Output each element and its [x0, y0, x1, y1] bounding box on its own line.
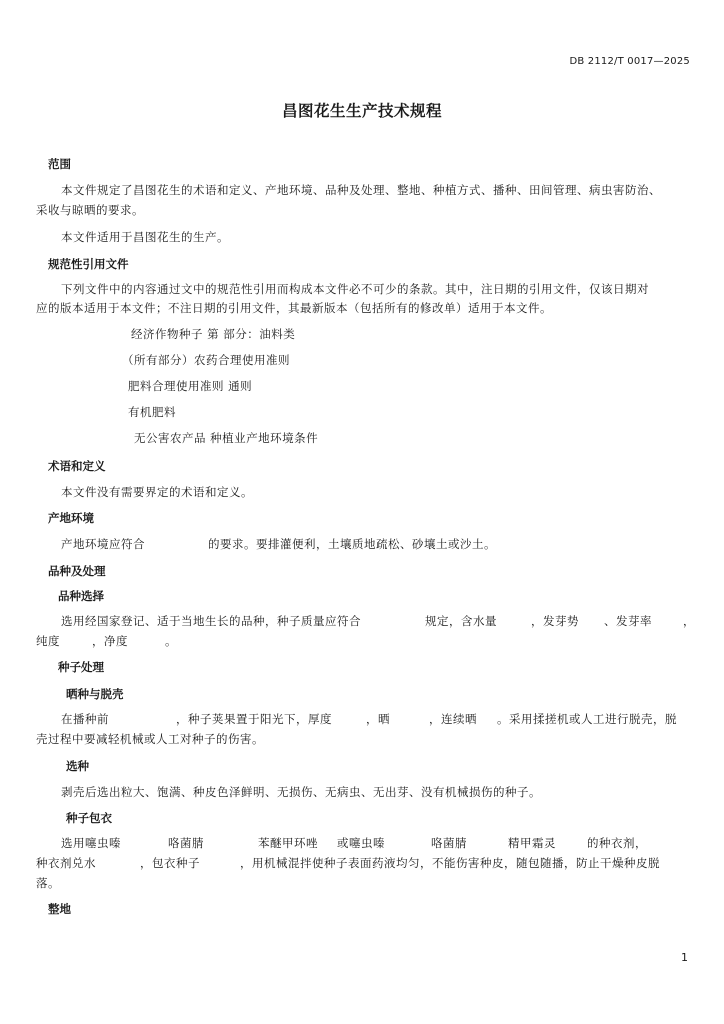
coating-text-d: 或噻虫嗪 — [337, 836, 385, 850]
subheading-seed-coating: 种子包衣 — [66, 811, 112, 825]
scope-paragraph-line-1: 本文件规定了昌图花生的术语和定义、产地环境、品种及处理、整地、种植方式、播种、田间管理、病虫害防治、 — [61, 183, 661, 197]
subheading-seed-selection: 选种 — [66, 759, 89, 773]
scope-paragraph-line-2: 采收与晾晒的要求。 — [36, 203, 144, 217]
page-number: 1 — [681, 951, 688, 964]
section-heading-normative: 规范性引用文件 — [48, 257, 129, 271]
coating-text-e: 咯菌腈 — [431, 836, 467, 850]
coating-text-seeds: ，包衣种子 — [140, 856, 200, 870]
subheading-seed-treatment: 种子处理 — [58, 660, 104, 674]
coating-text-line-3: 落。 — [36, 876, 60, 890]
selection-text-e: ， — [683, 614, 695, 628]
drying-text-d: ，连续晒 — [429, 712, 477, 726]
drying-text-b: ，种子荚果置于阳光下，厚度 — [176, 712, 332, 726]
section-heading-scope: 范围 — [48, 157, 71, 171]
environment-text-a: 产地环境应符合 — [61, 537, 145, 551]
coating-text-water: 种衣剂兑水 — [36, 856, 96, 870]
normative-paragraph-line-2: 应的版本适用于本文件；不注日期的引用文件，其最新版本（包括所有的修改单）适用于本文件。 — [36, 301, 552, 315]
reference-item: （所有部分）农药合理使用准则 — [122, 353, 290, 367]
coating-text-mixing: ，用机械混拌使种子表面药液均匀，不能伤害种皮，随包随播，防止干燥种皮脱 — [240, 856, 660, 870]
section-heading-land-preparation: 整地 — [48, 902, 71, 916]
document-title: 昌图花生生产技术规程 — [281, 102, 442, 120]
selection-text-end: 。 — [165, 634, 177, 648]
drying-text-line-2: 壳过程中要减轻机械或人工对种子的伤害。 — [36, 732, 264, 746]
selection-text-c: ，发芽势 — [531, 614, 579, 628]
reference-item: 肥料合理使用准则 通则 — [128, 379, 253, 393]
coating-text-c: 苯醚甲环唑 — [258, 836, 318, 850]
reference-item: 无公害农产品 种植业产地环境条件 — [134, 431, 319, 445]
selection-text-cleanness: ，净度 — [92, 634, 128, 648]
coating-text-f: 精甲霜灵 — [508, 836, 556, 850]
environment-text-b: 的要求。要排灌便利，土壤质地疏松、砂壤土或沙土。 — [208, 537, 496, 551]
reference-item: 经济作物种子 第 部分：油料类 — [131, 327, 296, 341]
drying-text-c: ，晒 — [366, 712, 390, 726]
selection-text-b: 规定，含水量 — [425, 614, 497, 628]
section-heading-environment: 产地环境 — [48, 511, 94, 525]
subheading-drying-shelling: 晒种与脱壳 — [66, 687, 124, 701]
reference-item: 有机肥料 — [128, 405, 176, 419]
seed-selection-paragraph: 剥壳后选出粒大、饱满、种皮色泽鲜明、无损伤、无病虫、无出芽、没有机械损伤的种子。 — [61, 785, 541, 799]
terms-paragraph: 本文件没有需要界定的术语和定义。 — [61, 485, 253, 499]
scope-paragraph-2: 本文件适用于昌图花生的生产。 — [61, 230, 229, 244]
selection-text-purity: 纯度 — [36, 634, 60, 648]
drying-text-e: 。采用揉搓机或人工进行脱壳，脱 — [497, 712, 677, 726]
section-heading-variety: 品种及处理 — [48, 564, 106, 578]
standard-number: DB 2112/T 0017—2025 — [569, 56, 690, 67]
drying-text-a: 在播种前 — [61, 712, 109, 726]
subheading-variety-selection: 品种选择 — [58, 589, 104, 603]
coating-text-a: 选用噻虫嗪 — [61, 836, 121, 850]
selection-text-d: 、发芽率 — [604, 614, 652, 628]
selection-text-a: 选用经国家登记、适于当地生长的品种，种子质量应符合 — [61, 614, 361, 628]
coating-text-g: 的种衣剂， — [587, 836, 647, 850]
section-heading-terms: 术语和定义 — [48, 459, 106, 473]
coating-text-b: 咯菌腈 — [168, 836, 204, 850]
normative-paragraph-line-1: 下列文件中的内容通过文中的规范性引用而构成本文件必不可少的条款。其中，注日期的引用文件，仅该日期对 — [61, 282, 649, 296]
